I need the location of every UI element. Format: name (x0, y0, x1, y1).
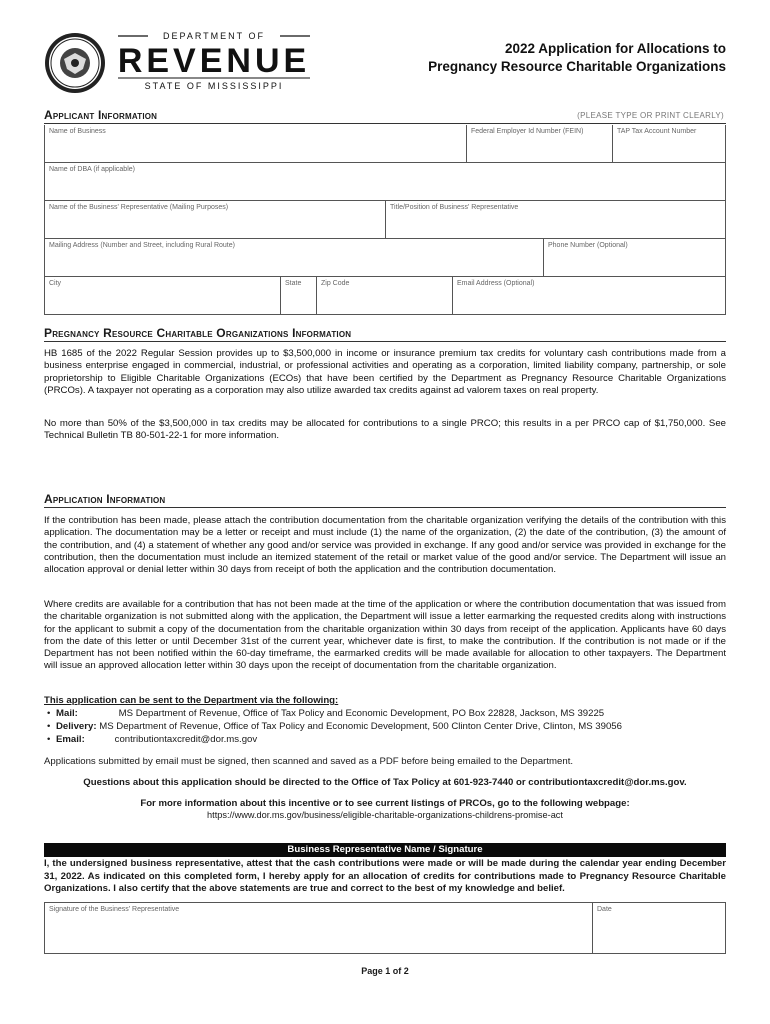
zip-field[interactable] (316, 277, 452, 314)
prco-paragraph-2: No more than 50% of the $3,500,000 in tax credits may be allocated for contributions to a single PRCO; this results in a per PRCO cap of $1,750,000. See Technical Bulletin TB 80-501-22-1 for more information. (44, 418, 726, 442)
submission-delivery (44, 720, 726, 733)
applicant-form-grid (44, 125, 726, 315)
mail-key: Mail: (56, 708, 78, 719)
row-address (44, 239, 726, 277)
applicant-section-title (44, 108, 726, 124)
rep-title-label: Title/Position of Business' Representative (390, 204, 519, 211)
rep-name-label: Name of the Business' Representative (Mailing Purposes) (49, 204, 229, 211)
phone-label: Phone Number (Optional) (548, 242, 628, 249)
questions-contact: Questions about this application should be directed to the Office of Tax Policy at 601-923-7440 or contributiontaxcredit@dor.ms.gov. (83, 777, 687, 788)
business-name-label: Name of Business (49, 128, 106, 135)
applicant-title-text: Applicant Information (44, 108, 158, 122)
row-business (44, 125, 726, 163)
rep-title-field[interactable] (385, 201, 725, 238)
application-paragraph-2: Where credits are available for a contribution that has not been made at the time of the application or where the contribution documentation that was issued from the charitable organization is not submitted along with the application, the Department will issue a letter earmarking the requested credits along with instructions for the applicant to submit a copy of the documentation from the charitable organization within 30 days from receipt of the application. Applicants have 60 days from the date of this letter or until December 31st of the current year, whichever date is first, to make the contribution. If the contribution is not made or if the Department has not been notified within the 60-day timeframe, the earmarked credits will be made available for allocation to other taxpayers. The Department will issue an approved allocation letter within 30 days upon the receipt of documentation from the charitable organization. (44, 599, 726, 672)
phone-field[interactable] (543, 239, 725, 276)
date-label: Date (597, 906, 612, 913)
page-number: Page 1 of 2 (361, 966, 409, 976)
prco-listing-url[interactable]: https://www.dor.ms.gov/business/eligible-charitable-organizations-childrens-promise-act (207, 810, 563, 820)
prco-title-text: Pregnancy Resource Charitable Organizations Information (44, 326, 352, 340)
email-signature-note: Applications submitted by email must be signed, then scanned and saved as a PDF before being emailed to the Department. (44, 756, 574, 767)
print-clearly-note: (PLEASE TYPE OR PRINT CLEARLY) (577, 111, 724, 120)
bullet-icon: • (47, 734, 51, 745)
signature-section-bar: Business Representative Name / Signature (44, 843, 726, 857)
attestation-text: I, the undersigned business representative, attest that the cash contributions were made or will be made during the calendar year ending December 31, 2022. As indicated on this completed form, I hereby apply for an allocation of credits for contributions made to Pregnancy Resource Charitable Organizations. I also certify that the above statements are true and correct to the best of my knowledge and belief. (44, 858, 726, 894)
tap-label: TAP Tax Account Number (617, 128, 697, 135)
fein-label: Federal Employer Id Number (FEIN) (471, 128, 584, 135)
city-label: City (49, 280, 62, 287)
state-seal-icon (44, 32, 106, 94)
bullet-icon: • (47, 708, 51, 719)
logo-dept-line1: DEPARTMENT OF (162, 31, 266, 41)
application-paragraph-1: If the contribution has been made, please attach the contribution documentation from the charitable organization verifying the details of the contribution with this application. The documentation may be a letter or receipt and must include (1) the name of the organization, (2) the date of the contribution, (3) the amount of the contribution, and (4) a statement of whether any good and/or service was provided in exchange. If any good and/or service was provided in exchange for the contribution, then the documentation must include an itemized statement of the retail or market value of the good and/or service. The Department will issue an allocation approval or denial letter within 30 days from receipt of both the application and the contribution documentation. (44, 515, 726, 576)
page-header (44, 30, 726, 94)
submission-email (44, 733, 726, 746)
zip-label: Zip Code (321, 280, 350, 287)
logo-state-line: STATE OF MISSISSIPPI (144, 81, 284, 91)
prco-paragraph-1: HB 1685 of the 2022 Regular Session provides up to $3,500,000 in income or insurance premium tax credits for voluntary cash contributions made from a business enterprise engaged in commercial, industrial, or professional activities and operating as a corporation, limited liability company, partnership, or sole proprietorship to Eligible Charitable Organizations (ECOs) that have been certified by the Department as Pregnancy Resource Charitable Organizations (PRCOs). A taxpayer not operating as a corporation may also utilize awarded tax credits against ad valorem taxes on real property. (44, 348, 726, 396)
city-field[interactable] (45, 277, 280, 314)
state-label: State (285, 280, 302, 287)
submission-methods (44, 694, 726, 746)
row-city (44, 277, 726, 315)
date-field[interactable] (592, 903, 725, 953)
state-field[interactable] (280, 277, 316, 314)
mailing-address-label: Mailing Address (Number and Street, including Rural Route) (49, 242, 235, 249)
application-title-text: Application Information (44, 492, 166, 506)
bullet-icon: • (47, 721, 51, 732)
email-label: Email Address (Optional) (457, 280, 535, 287)
logo-revenue: REVENUE (117, 42, 311, 80)
form-title-line1: 2022 Application for Allocations to (504, 41, 726, 56)
signature-box (44, 902, 726, 954)
rep-name-field[interactable] (45, 201, 385, 238)
mail-value: MS Department of Revenue, Office of Tax Policy and Economic Development, PO Box 22828, Jackson, MS 39225 (118, 708, 605, 719)
business-name-field[interactable] (45, 125, 466, 162)
more-info-text: For more information about this incentive or to see current listings of PRCOs, go to the following webpage: (140, 798, 630, 809)
signature-field[interactable] (45, 903, 592, 953)
tap-field[interactable] (612, 125, 725, 162)
form-title-line2: Pregnancy Resource Charitable Organizations (428, 59, 726, 74)
dba-field[interactable] (45, 163, 725, 200)
prco-section-title (44, 326, 726, 342)
submission-title: This application can be sent to the Department via the following: (44, 695, 339, 706)
signature-label: Signature of the Business' Representative (49, 906, 180, 913)
fein-field[interactable] (466, 125, 612, 162)
dba-label: Name of DBA (if applicable) (49, 166, 135, 173)
form-title (428, 40, 726, 76)
email-field[interactable] (452, 277, 725, 314)
email-key: Email: (56, 734, 85, 745)
application-section-title (44, 492, 726, 508)
row-representative (44, 201, 726, 239)
delivery-value: MS Department of Revenue, Office of Tax Policy and Economic Development, 500 Clinton Center Drive, Clinton, MS 39056 (99, 721, 622, 732)
email-value[interactable]: contributiontaxcredit@dor.ms.gov (114, 734, 258, 745)
delivery-key: Delivery: (56, 721, 97, 732)
dor-logo (116, 30, 312, 92)
row-dba (44, 163, 726, 201)
submission-mail (44, 707, 726, 720)
mailing-address-field[interactable] (45, 239, 543, 276)
